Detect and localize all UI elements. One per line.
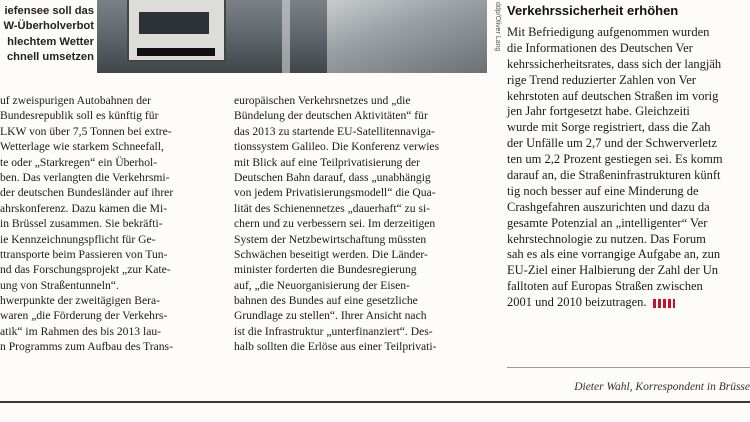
- text-line: kehrstechnologie zu nutzen. Das Forum: [507, 231, 706, 246]
- text-line: bahnen des Bundes auf eine gesetzliche: [234, 294, 418, 308]
- text-line: ie Kennzeichnungspflicht für Ge-: [0, 232, 156, 246]
- text-line: ttransporte beim Passieren von Tun-: [0, 247, 168, 261]
- guard-rail-image: [327, 0, 487, 73]
- section-heading: Verkehrssicherheit erhöhen: [507, 3, 679, 18]
- text-line: wurde mit Sorge registriert, dass die Zah: [507, 120, 711, 135]
- text-line: Schwächen beseitigt werden. Die Länder-: [234, 247, 428, 261]
- text-line: Grundlage zu stellen“. Ihrer Ansicht nach: [234, 309, 427, 323]
- text-line: tig noch besser auf eine Minderung de: [507, 183, 699, 198]
- text-line: ung von Straßentunneln“.: [0, 278, 119, 292]
- text-line: nd das Forschungsprojekt „zur Kate-: [0, 263, 171, 277]
- text-line: gesamte Potenzial an „intelligenter“ Ver: [507, 215, 708, 230]
- text-line: sah es als eine vorrangige Aufgabe an, zun: [507, 247, 721, 262]
- text-line: System der Netzbewirtschaftung müssten: [234, 232, 427, 246]
- text-line: minister forderten die Bundesregierung: [234, 263, 417, 277]
- text-line: mit Blick auf eine Teilprivatisierung der: [234, 155, 421, 169]
- text-line: kehrssicherheitsrates, dass sich der langjäh: [507, 56, 722, 71]
- news-photo: [97, 0, 487, 73]
- text-line: te oder „Starkregen“ ein Überhol-: [0, 155, 158, 169]
- article-column-2: [234, 93, 490, 355]
- text-line: in Brüssel zusammen. Sie bekräfti-: [0, 217, 163, 231]
- text-line: der Unfälle um 2,7 und der Schwerverletz: [507, 136, 717, 151]
- text-line: der deutschen Bundesländer auf ihrer: [0, 186, 174, 200]
- page-bottom-rule: [0, 401, 750, 403]
- caption-line: chnell umsetzen: [6, 50, 94, 63]
- text-line: hwerpunkte der zweitägigen Bera-: [0, 294, 160, 308]
- text-line: ten um 2,2 Prozent gestiegen sei. Es komm: [507, 152, 723, 167]
- text-line: uf zweispurigen Autobahnen der: [0, 94, 151, 107]
- text-line: chern und zu verbessern sei. Im derzeitigen: [234, 217, 436, 231]
- text-line: Deutschen Bahn darauf, dass „unabhängig: [234, 170, 431, 184]
- text-line: die Informationen des Deutschen Ver: [507, 40, 693, 55]
- text-line: ahrskonferenz. Dazu kamen die Mi-: [0, 201, 168, 215]
- text-line: lität des Schienennetzes „dauerhaft“ zu si-: [234, 201, 431, 215]
- author-signature: Dieter Wahl, Korrespondent in Brüsse: [574, 381, 750, 393]
- text-line: falltoten auf Europas Straßen zwischen: [507, 279, 703, 294]
- text-line: kehrstoten auf deutschen Straßen im vorig: [507, 88, 719, 103]
- text-line: Bündelung der deutschen Aktivitäten“ für: [234, 109, 428, 123]
- text-line: Mit Befriedigung aufgenommen wurden: [507, 25, 710, 39]
- text-line: Bundesrepublik soll es künftig für: [0, 109, 159, 123]
- text-line: Wetterlage wie starkem Schneefall,: [0, 140, 164, 154]
- text-line: darauf an, die Straßeninfrastrukturen künft: [507, 168, 721, 183]
- text-line: ist die Infrastruktur „unterfinanziert“. Des-: [234, 324, 433, 338]
- road-lane-marking: [282, 0, 290, 73]
- text-line: halb sollten die Erlöse aus einer Teilprivati-: [234, 340, 437, 354]
- article-column-1: [0, 93, 232, 355]
- text-line-end: 2001 und 2010 beizutragen.: [507, 295, 647, 310]
- text-line: [507, 295, 750, 311]
- text-line: Crashgefahren auszurichten und dazu da: [507, 199, 710, 214]
- text-line: ben. Das verlangten die Verkehrsmi-: [0, 170, 170, 184]
- text-line: das 2013 zu startende EU-Satellitennaviga-: [234, 124, 435, 138]
- text-line: LKW von über 7,5 Tonnen bei extre-: [0, 124, 172, 138]
- photo-credit: ddp/Oliver Lang: [494, 2, 501, 52]
- text-line: EU-Ziel einer Halbierung der Zahl der Un: [507, 263, 719, 278]
- text-line: auf, „die Neuorganisierung der Eisen-: [234, 278, 410, 292]
- text-line: rige Trend reduzierter Zahlen von Ver: [507, 72, 696, 87]
- text-line: tionssystem Galileo. Die Konferenz verwies: [234, 140, 440, 154]
- article-column-3: [507, 25, 750, 311]
- truck-image: [127, 0, 226, 62]
- caption-line: hlechtem Wetter: [7, 35, 94, 48]
- author-divider: [507, 367, 750, 368]
- text-line: jen Jahr fortgesetzt habe. Gleichzeiti: [507, 104, 690, 119]
- text-line: atik“ im Rahmen des bis 2013 lau-: [0, 324, 161, 338]
- photo-caption: [0, 4, 94, 65]
- text-line: n Programms zum Aufbau des Trans-: [0, 340, 173, 354]
- text-line: von jedem Privatisierungsmodell“ die Qua-: [234, 186, 436, 200]
- text-line: waren „die Förderung der Verkehrs-: [0, 309, 168, 323]
- caption-line: iefensee soll das: [4, 5, 94, 17]
- caption-line: W-Überholverbot: [3, 20, 94, 33]
- article-end-mark-icon: [653, 299, 675, 308]
- text-line: europäischen Verkehrsnetzes und „die: [234, 94, 411, 107]
